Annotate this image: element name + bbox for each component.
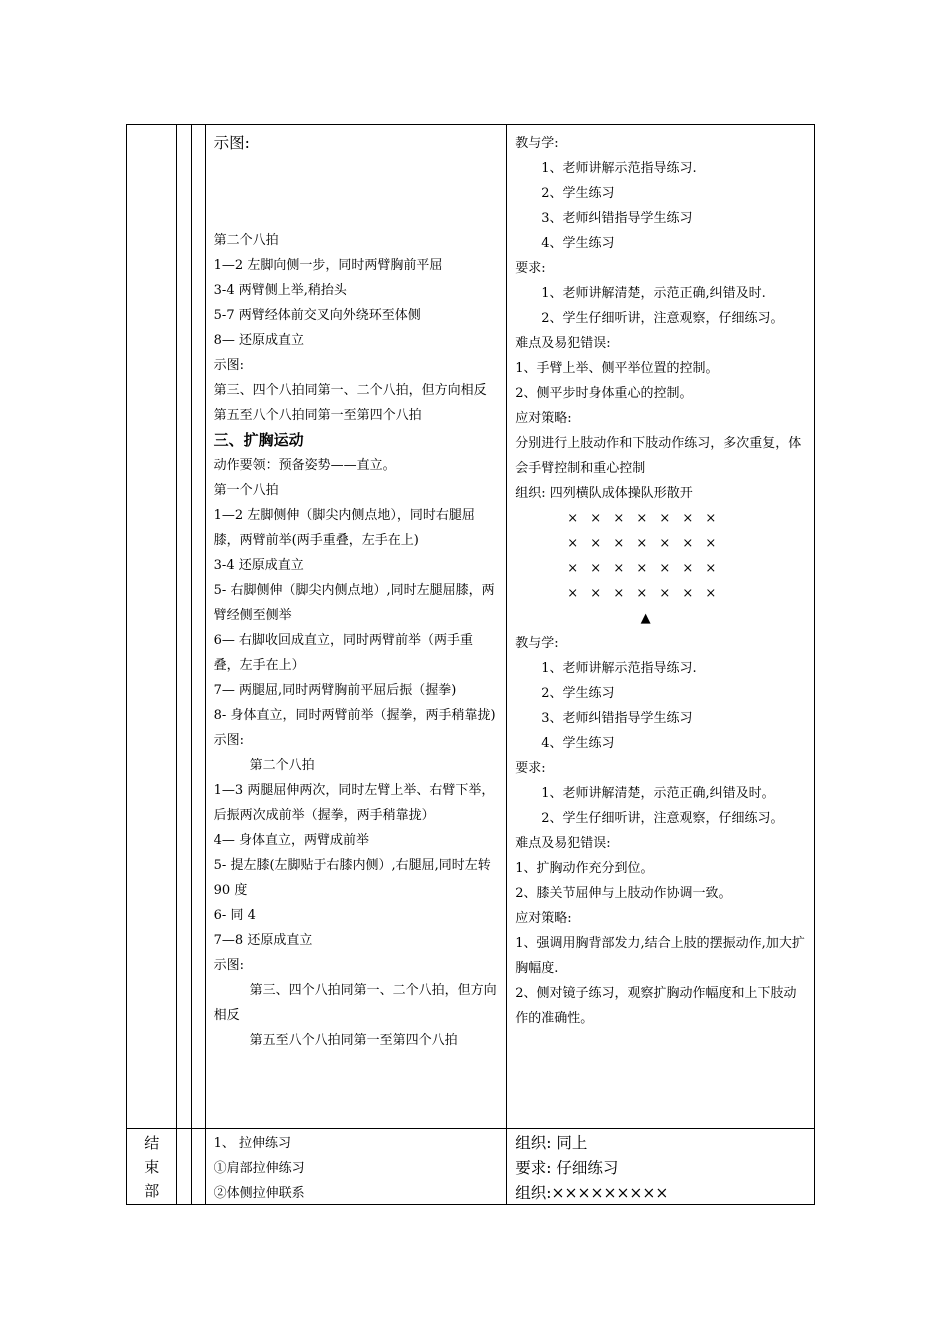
text-line: 3-4 两臂侧上举,稍抬头 — [213, 283, 347, 298]
text-line: 7—8 还原成直立 — [213, 933, 313, 948]
text-line: 5-7 两臂经体前交叉向外绕环至体侧 — [213, 308, 421, 323]
content-cell — [205, 1129, 507, 1205]
text-line: 要求: 仔细练习 — [515, 1159, 619, 1177]
text-line: 第一个八拍 — [213, 483, 279, 498]
text-line: 动作要领：预备姿势——直立。 — [213, 458, 396, 473]
text-line: 应对策略: — [515, 411, 572, 426]
text-line: 教与学: — [515, 136, 559, 151]
diagram-space — [214, 156, 499, 228]
section-cell — [127, 125, 177, 1129]
formation-row: × × × × × × × — [567, 511, 721, 526]
diagram-label: 示图: — [213, 358, 245, 373]
teacher-triangle-icon: ▲ — [640, 611, 651, 626]
text-line: 1—3 两腿屈伸两次，同时左臂上举、右臂下举，后振两次成前举（握拳，两手稍靠拢） — [213, 783, 495, 823]
text-line: 组织: 四列横队成体操队形散开 — [515, 486, 693, 501]
text-line: 第二个八拍 — [213, 233, 279, 248]
text-line: 7— 两腿屈,同时两臂胸前平屈后振（握拳) — [213, 683, 457, 698]
text-line: 第二个八拍 — [249, 758, 315, 773]
diagram-label: 示图: — [213, 733, 245, 748]
text-line: 1、扩胸动作充分到位。 — [515, 861, 654, 876]
text-line: 1、手臂上举、侧平举位置的控制。 — [515, 361, 719, 376]
text-line: 1、老师讲解清楚，示范正确,纠错及时. — [541, 286, 766, 301]
section-label-char: 束 — [144, 1158, 160, 1176]
text-line: 6— 右脚收回成直立，同时两臂前举（两手重叠，左手在上） — [213, 633, 474, 673]
time-cell — [177, 125, 191, 1129]
text-line: 4、学生练习 — [541, 736, 615, 751]
time-cell — [177, 1129, 191, 1205]
formation-row: × × × × × × × — [567, 536, 721, 551]
text-line: 第三、四个八拍同第一、二个八拍，但方向相反 — [213, 983, 497, 1023]
text-line: 8- 身体直立，同时两臂前举（握拳，两手稍靠拢) — [213, 708, 496, 723]
text-line: 分别进行上肢动作和下肢动作练习，多次重复，体会手臂控制和重心控制 — [515, 436, 802, 476]
section-label-char: 结 — [144, 1134, 160, 1152]
text-line: 第五至八个八拍同第一至第四个八拍 — [249, 1033, 458, 1048]
text-line: 教与学: — [515, 636, 559, 651]
text-line: 组织: 同上 — [515, 1134, 588, 1152]
text-line: 4— 身体直立，两臂成前举 — [213, 833, 370, 848]
text-line: 1—2 左脚侧伸（脚尖内侧点地），同时右腿屈膝，两臂前举(两手重叠，左手在上) — [213, 508, 475, 548]
text-line: 2、侧对镜子练习，观察扩胸动作幅度和上下肢动作的准确性。 — [515, 986, 797, 1026]
text-line: 组织:××××××××× — [515, 1184, 669, 1202]
text-line: 应对策略: — [515, 911, 572, 926]
lesson-plan-table — [126, 124, 815, 1205]
text-line: 1、老师讲解清楚，示范正确,纠错及时。 — [541, 786, 775, 801]
text-line: 1—2 左脚向侧一步，同时两臂胸前平屈 — [213, 258, 443, 273]
main-row — [127, 125, 815, 1129]
section-heading: 三、扩胸运动 — [213, 431, 304, 449]
text-line: 第五至八个八拍同第一至第四个八拍 — [213, 408, 422, 423]
text-line: 3、老师纠错指导学生练习 — [541, 711, 693, 726]
count-cell — [191, 1129, 205, 1205]
content-cell — [205, 125, 507, 1129]
text-line: 2、侧平步时身体重心的控制。 — [515, 386, 693, 401]
section-label-cell — [127, 1129, 177, 1205]
formation-row: × × × × × × × — [567, 586, 721, 601]
text-line: 2、学生练习 — [541, 186, 615, 201]
text-line: 2、膝关节屈伸与上肢动作协调一致。 — [515, 886, 732, 901]
text-line: ①肩部拉伸练习 — [213, 1161, 305, 1176]
text-line: 6- 同 4 — [213, 908, 256, 923]
text-line: 2、学生仔细听讲，注意观察，仔细练习。 — [541, 311, 784, 326]
text-line: 2、学生仔细听讲，注意观察，仔细练习。 — [541, 811, 784, 826]
method-cell — [507, 125, 815, 1129]
text-line: 1、强调用胸背部发力,结合上肢的摆振动作,加大扩胸幅度. — [515, 936, 805, 976]
ending-row — [127, 1129, 815, 1205]
text-line: 第三、四个八拍同第一、二个八拍，但方向相反 — [213, 383, 487, 398]
text-line: 难点及易犯错误: — [515, 836, 611, 851]
text-line: 2、学生练习 — [541, 686, 615, 701]
text-line: 5- 提左膝(左脚贴于右膝内侧）,右腿屈,同时左转 90 度 — [213, 858, 491, 898]
text-line: 1、老师讲解示范指导练习. — [541, 661, 697, 676]
text-line: ②体侧拉伸联系 — [213, 1186, 305, 1201]
text-line: 要求: — [515, 761, 546, 776]
text-line: 3-4 还原成直立 — [213, 558, 304, 573]
text-line: 难点及易犯错误: — [515, 336, 611, 351]
section-label-char: 部 — [144, 1182, 160, 1200]
text-line: 1、 拉伸练习 — [213, 1136, 292, 1151]
text-line: 5- 右脚侧伸（脚尖内侧点地）,同时左腿屈膝，两臂经侧至侧举 — [213, 583, 495, 623]
count-cell — [191, 125, 205, 1129]
text-line: 4、学生练习 — [541, 236, 615, 251]
text-line: 8— 还原成直立 — [213, 333, 305, 348]
text-line: 3、老师纠错指导学生练习 — [541, 211, 693, 226]
diagram-label: 示图: — [213, 958, 245, 973]
text-line: 要求: — [515, 261, 546, 276]
text-line: 1、老师讲解示范指导练习. — [541, 161, 697, 176]
diagram-label: 示图: — [213, 134, 250, 152]
formation-row: × × × × × × × — [567, 561, 721, 576]
method-cell — [507, 1129, 815, 1205]
